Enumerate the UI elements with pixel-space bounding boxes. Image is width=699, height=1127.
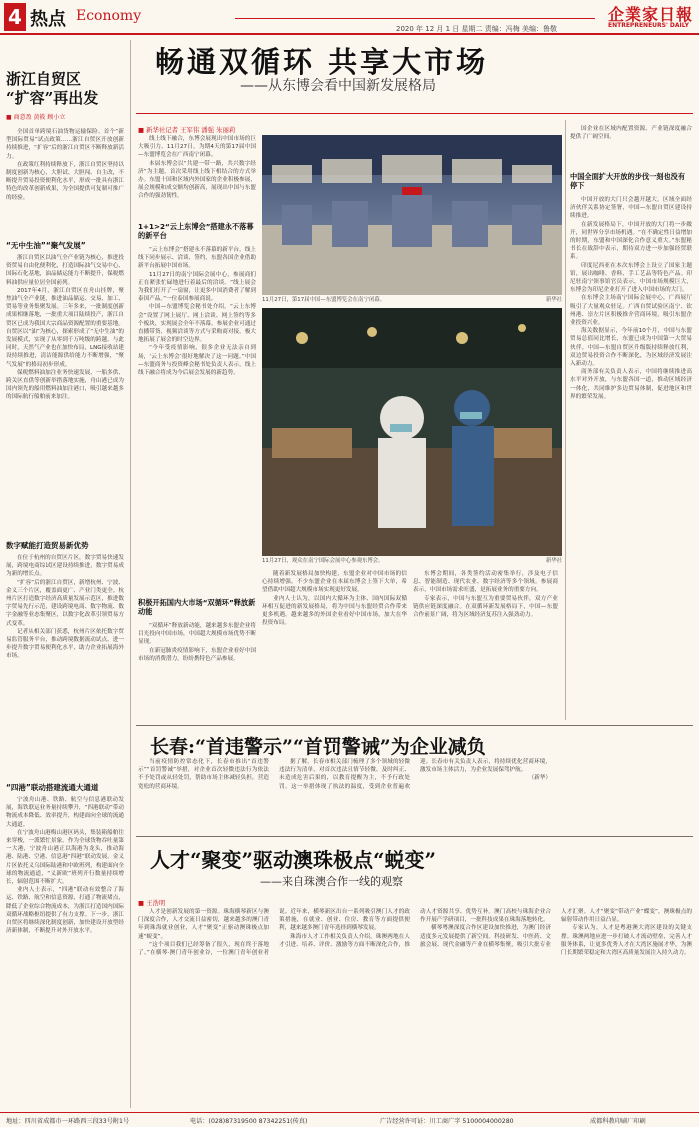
left-story-intro xyxy=(6,128,124,228)
left-p3-filler-2: 业内人士表示，“四港”联动有效整合了海运、铁路、航空和信息资源，打通了物流堵点，降低了企业综合物流成本，为浙江打造国内国际双循环战略枢纽提供了有力支撑。下一步，浙江自贸区将继续深化制度创新，加快建设开放型经济新体制，不断提升对外开放水平。 xyxy=(6,887,124,935)
section-rule xyxy=(136,725,693,726)
main-col1-bottom-text xyxy=(138,622,256,722)
left-section-1-text xyxy=(6,254,124,524)
main-col1-bottom-paragraph: “双循环”释放新动能，越来越多东盟企业将目光投向中国市场，中国超大规模市场优势不断显现。 xyxy=(138,623,256,646)
main-byline: ■ 新华社记者 王军伟 潘强 朱丽莉 xyxy=(138,126,236,134)
macao-filler-3: 横琴粤澳深度合作区建设加快推进，为澳门经济适度多元发展提供了新空间。科技研发、中医药、文旅会展、现代金融等产业在横琴集聚，吸引大批专业人才汇聚。人才“聚变”带动产业“蝶变”，澳珠极点的辐射带动作用日益凸显。 xyxy=(420,909,692,948)
main-col4-filler-3: 在东博会主场南宁国际会展中心，广西展厅吸引了大量观众驻足。广西自贸试验区南宁、钦州港、崇左片区积极推介营商环境，吸引东盟企业投资兴业。 xyxy=(570,295,692,327)
column-divider xyxy=(565,120,566,720)
macao-filler-2: 珠海市人才工作相关负责人介绍，珠澳两地在人才引进、培养、评价、激励等方面不断深化合作，推动人才资源共享、优势互补。澳门高校与珠海企业合作开展产学研项目，一批科技成果在珠海落地转化。 xyxy=(279,909,551,948)
main-col1-filler: 11月27日的南宁国际会展中心，参展商们正在紧张忙碌地进行着最后的洽谈。“线上展会为我们打开了一扇窗，让更多中国消费者了解到泰国产品。”一位泰国参展商说。 xyxy=(138,271,256,303)
newspaper-logo: 企業家日報 xyxy=(608,5,694,24)
news-photo-exhibition-hall xyxy=(262,135,562,295)
left-section-2-text xyxy=(6,554,124,766)
changchun-article-text xyxy=(138,758,692,830)
page-header xyxy=(0,0,699,34)
left-p2: 在位于杭州的自贸区片区，数字贸易快速发展，跨境电商综试区建设持续推进，数字贸易成为新的增长点。 xyxy=(6,555,124,578)
visitors-illustration xyxy=(262,308,562,556)
main-col4-top-text xyxy=(570,125,692,165)
macao-byline: ■ 王浩明 xyxy=(138,899,166,907)
exhibition-hall-illustration xyxy=(262,135,562,295)
main-headline: 畅通双循环 共享大市场 xyxy=(155,45,489,79)
main-col1-filler-3: “今年受疫情影响，很多企业无法亲自到场，‘云上东博会’很好地解决了这一问题。”中国—东盟商务与投资峰会秘书处负责人表示，线上线下融合将成为今后展会发展的新趋势。 xyxy=(138,345,256,377)
column-divider xyxy=(130,40,131,1108)
left-p1-filler-2: 保税燃料油加注业务快速发展，一船多供、跨关区直供等创新举措落地实施，舟山港已成为国内领先的船用燃料油加注港口，吸引越来越多的国际航行船舶前来加注。 xyxy=(6,369,124,401)
main-col1-top-text xyxy=(138,135,256,233)
main-col3-paragraph-2: 专家表示，中国与东盟互为重要贸易伙伴，双方产业链供应链深度融合。在双循环新发展格局下，中国—东盟合作前景广阔，将为区域经济复苏注入强劲动力。 xyxy=(413,595,558,619)
macao-article-text xyxy=(138,908,692,1108)
main-col3-text xyxy=(413,570,558,722)
page-number: 4 xyxy=(4,3,26,31)
main-col1-bottom-filler: 在新冠肺炎疫情影响下，东盟企业看好中国市场的消费潜力，纷纷携特色产品参展。 xyxy=(138,647,256,662)
main-intro-filler: 本届东博会以“共建一带一路，共兴数字经济”为主题，首次采用线上线下相结合的方式举办。东盟十国和区域内外国家的企业积极参展，展会规模和成交额均创新高，展现出中国与东盟合作的强劲韧性。 xyxy=(138,160,256,200)
changchun-paragraph: 当前疫情防控常态化下，长春市推出“首违警示”“首罚警诫”举措，对企业首次轻微违法行为依法不予处罚或从轻处罚，帮助市场主体减轻负担，营造宽松的营商环境。 xyxy=(138,759,269,790)
left-p2-filler-2: 记者从相关部门获悉，杭州片区依托数字贸易监管服务平台，推动跨境数据流动试点，进一步提升数字贸易便利化水平，助力企业拓展海外市场。 xyxy=(6,628,124,660)
footer-phone: 电话：(028)87319500 87342251(传真) xyxy=(190,1118,308,1125)
left-p1-filler: 2017年4月，浙江自贸区在舟山挂牌，聚焦油气全产业链，推进油品储运、交易、加工、贸易等业务集聚发展。三年多来，一批制度创新成果相继落地，一批重大项目陆续投产，浙江自贸区已成为我国大宗商品资源配置的重要基地。自贸区以“油”为核心，探索形成了“无中生油”的发展模式，实现了从零到千万吨级的跨越。与此同时，天然气产业也在加快布局，LNG接收站建设持续推进，清洁能源供给能力不断增强，“聚气发展”的格局初步形成。 xyxy=(6,287,124,368)
left-intro-paragraph: 全国首单跨境石油货物运输保险、首个“新型国际贸易”试点政策……浙江自贸区开放创新持续推进，“扩容”后的浙江自贸区不断释放新活力。 xyxy=(6,129,124,160)
left-story-headline xyxy=(6,70,124,108)
footer-printer: 成都科教印刷厂印刷 xyxy=(590,1118,646,1125)
main-head-rule xyxy=(136,113,693,114)
changchun-source: （新华） xyxy=(528,775,551,782)
main-subhead-3: 中国全面扩大开放的步伐一刻也没有停下 xyxy=(570,172,686,190)
issue-info: 2020 年 12 月 1 日 星期二 责编：冯梅 美编：鲁敬 xyxy=(396,25,557,33)
left-subhead-1: “无中生油”“聚气发展” xyxy=(6,241,86,250)
left-section-3-text xyxy=(6,796,124,1106)
photo2-credit: 新华社 xyxy=(545,558,562,564)
main-col4-filler: 在新发展格局下，中国开放的大门将一步敞开，同世界分享市场机遇。“在不确定性日益增加的时期，东盟和中国深化合作意义重大。”东盟秘书长在致辞中表示，期待双方进一步加强经贸联系。 xyxy=(570,221,692,261)
left-story-title-line2: “扩容”再出发 xyxy=(6,89,99,107)
left-story-byline: ■ 商意盈 黄筱 顾小立 xyxy=(6,114,66,121)
main-col4-paragraph: 中国开放的大门只会越开越大。区域全面经济伙伴关系协定签署，中国—东盟自贸区建设持续推进。 xyxy=(570,197,692,220)
macao-filler-4: 专家认为，人才是粤港澳大湾区建设的关键支撑。珠澳两地应进一步打破人才流动壁垒，完善人才服务体系，让更多优秀人才在大湾区施展才华，为澳门长期繁荣稳定和大湾区高质量发展注入持久动力。 xyxy=(561,925,692,957)
photo1-credit: 新华社 xyxy=(545,297,562,303)
main-subhead-2: 积极开拓国内大市场“双循环”释放新动能 xyxy=(138,598,256,616)
macao-subheadline: ——来自珠澳合作一线的观察 xyxy=(260,875,403,888)
main-col2-text xyxy=(262,570,407,722)
left-subhead-3: “四港”联动搭建流通大通道 xyxy=(6,783,99,792)
newspaper-logo-en: ENTREPRENEURS' DAILY xyxy=(608,22,689,29)
left-intro-filler: 在政策红利持续释放下，浙江自贸区坚持以制度创新为核心，大胆试、大胆闯、自主改，不断提升贸易投资便利化水平，形成一批具有浙江特色的改革创新成果，为全国提供可复制可推广的经验。 xyxy=(6,161,124,201)
header-rule xyxy=(0,33,699,35)
main-col2-paragraph: 随着新发展格局加快构建，东盟企业对中国市场的信心持续增强。不少东盟企业在本届东博会上签下大单，希望借助中国超大规模市场实现更好发展。 xyxy=(262,571,407,594)
header-red-line xyxy=(235,18,595,19)
main-col4-filler-5: 商务部有关负责人表示，中国将继续推进高水平对外开放，与东盟各国一道，推动区域经济一体化，共同维护多边贸易体制，促进地区和世界的繁荣发展。 xyxy=(570,369,692,400)
macao-headline: 人才“聚变”驱动澳珠极点“蜕变” xyxy=(150,848,437,872)
main-col1-paragraph: “云上东博会”搭建永不落幕的新平台，线上线下同步展示、洽谈、签约，东盟各国企业借助新平台拓展中国市场。 xyxy=(138,247,256,270)
left-subhead-2: 数字赋能打造贸易新优势 xyxy=(6,541,89,550)
main-subhead-1: 1+1>2“云上东博会”搭建永不落幕的新平台 xyxy=(138,222,254,240)
main-col2-paragraph-2: 业内人士认为，以国内大循环为主体、国内国际双循环相互促进的新发展格局，将为中国与东盟经贸合作带来更多机遇。越来越多的外国企业看好中国市场，加大在华投资布局。 xyxy=(262,595,407,627)
main-col3-paragraph: 东博会期间，各类签约活动密集举行，涉及电子信息、智能制造、现代农业、数字经济等多个领域。参展商表示，中国市场需求旺盛，是拓展业务的重要方向。 xyxy=(413,571,558,594)
left-p1: 浙江自贸区以油气全产业链为核心，推进投资贸易自由化便利化，打造国际油气交易中心、国际石化基地，油品储运能力不断提升，保税燃料油供应量位居全国前列。 xyxy=(6,255,124,286)
footer-license: 广告经营许可证：川工商广字 5100004000280 xyxy=(380,1118,514,1125)
changchun-filler: 据了解，长春市相关部门梳理了多个领域的轻微违法行为清单，对首次违法且情节轻微、及时纠正、未造成危害后果的，以教育提醒为主，不予行政处罚。这一举措体现了执法的温度，受到企业普遍欢迎。长春市有关负责人表示，将持续优化营商环境，激发市场主体活力，为企业发展保驾护航。 xyxy=(279,759,551,790)
main-col1-text xyxy=(138,246,256,586)
main-col1-filler-2: 中国—东盟博览会秘书处介绍，“云上东博会”设置了网上展厅、网上洽谈、网上签约等多个板块，实现展会全年不落幕。参展企业可通过直播带货、视频洽谈等方式与采购商对接，极大地拓展了展会的时空边界。 xyxy=(138,304,256,344)
macao-filler: “这个项目我们已经筹备了很久，现在终于落地了。”在横琴·澳门青年创业谷，一位澳门青年创业者说。近年来，横琴新区出台一系列吸引澳门人才的政策措施，在就业、创业、住房、教育等方面提供便利，越来越多澳门青年选择到横琴发展。 xyxy=(138,909,410,957)
photo1-caption-text: 11月27日，第17届中国—东盟博览会在南宁闭幕。 xyxy=(262,297,386,303)
main-col4-filler-4: 海关数据显示，今年前10个月，中国与东盟贸易总值同比增长，东盟已成为中国第一大贸易伙伴。中国—东盟自贸区升级版持续释放红利，双边贸易投资合作不断深化，为区域经济发展注入新动力。 xyxy=(570,328,692,368)
section-name-en: Economy xyxy=(76,8,142,24)
main-subheadline: ——从东博会看中国新发展格局 xyxy=(240,78,436,94)
main-col4-filler-2: 印度尼西亚在本次东博会上设立了国家主题馆，展出咖啡、香料、手工艺品等特色产品。印尼驻南宁领事馆官员表示，中国市场规模巨大，东博会为印尼企业打开了进入中国市场的大门。 xyxy=(570,262,692,294)
left-p3-filler: 在宁波舟山港梅山港区码头，集装箱船舶往来穿梭，一派繁忙景象。作为全球货物吞吐量第一大港，宁波舟山港正以海港为龙头，推动海港、陆港、空港、信息港“四港”联动发展。金义片区依托义乌国际陆港和中欧班列，构建面向全球的物流通道，“义新欧”班列开行数量持续增长，辐射范围不断扩大。 xyxy=(6,829,124,886)
macao-paragraph: 人才是创新发展的第一资源。珠海横琴新区与澳门深度合作，人才交流日益密切，越来越多的澳门青年到珠海就业创业，人才“聚变”正驱动澳珠极点加速“蜕变”。 xyxy=(138,909,269,940)
photo2-caption-text: 11月27日，观众在南宁国际会展中心参观东博会。 xyxy=(262,558,384,564)
left-story-title-line1: 浙江自贸区 xyxy=(6,70,82,88)
photo2-caption xyxy=(262,558,562,565)
photo1-caption xyxy=(262,297,562,304)
changchun-headline: 长春:“首违警示”“首罚警诫”为企业减负 xyxy=(150,736,486,758)
section-rule xyxy=(136,836,693,837)
left-p3: 宁波舟山港、铁路、航空与信息港联动发展，海铁联运业务量持续攀升，“四港联动”带动物流成本降低、效率提升，构建面向全球的流通大通道。 xyxy=(6,797,124,828)
news-photo-visitors xyxy=(262,308,562,556)
left-p2-filler: “扩容”后的浙江自贸区，新增杭州、宁波、金义三个片区，覆盖面更广、产业门类更全。杭州片区打造数字经济高质量发展示范区，推进数字贸易先行示范，建设跨境电商、数字物流、数字金融等业态集聚区，以数字化改革引领贸易方式变革。 xyxy=(6,579,124,627)
main-col4-top-paragraph: 国企业在区域内配置资源、产业链深度融合提供了广阔空间。 xyxy=(570,126,692,141)
page-footer xyxy=(0,1112,699,1127)
section-name: 热点 xyxy=(30,9,66,30)
footer-address: 地址：四川省成都市一环路西三段33号附1号 xyxy=(6,1118,130,1125)
main-intro-paragraph: 线上线下融合，东博会展现出中国市场的巨大吸引力。11月27日，为期4天的第17届中国—东盟博览会在广西南宁闭幕。 xyxy=(138,136,256,159)
main-col4-text xyxy=(570,196,692,720)
